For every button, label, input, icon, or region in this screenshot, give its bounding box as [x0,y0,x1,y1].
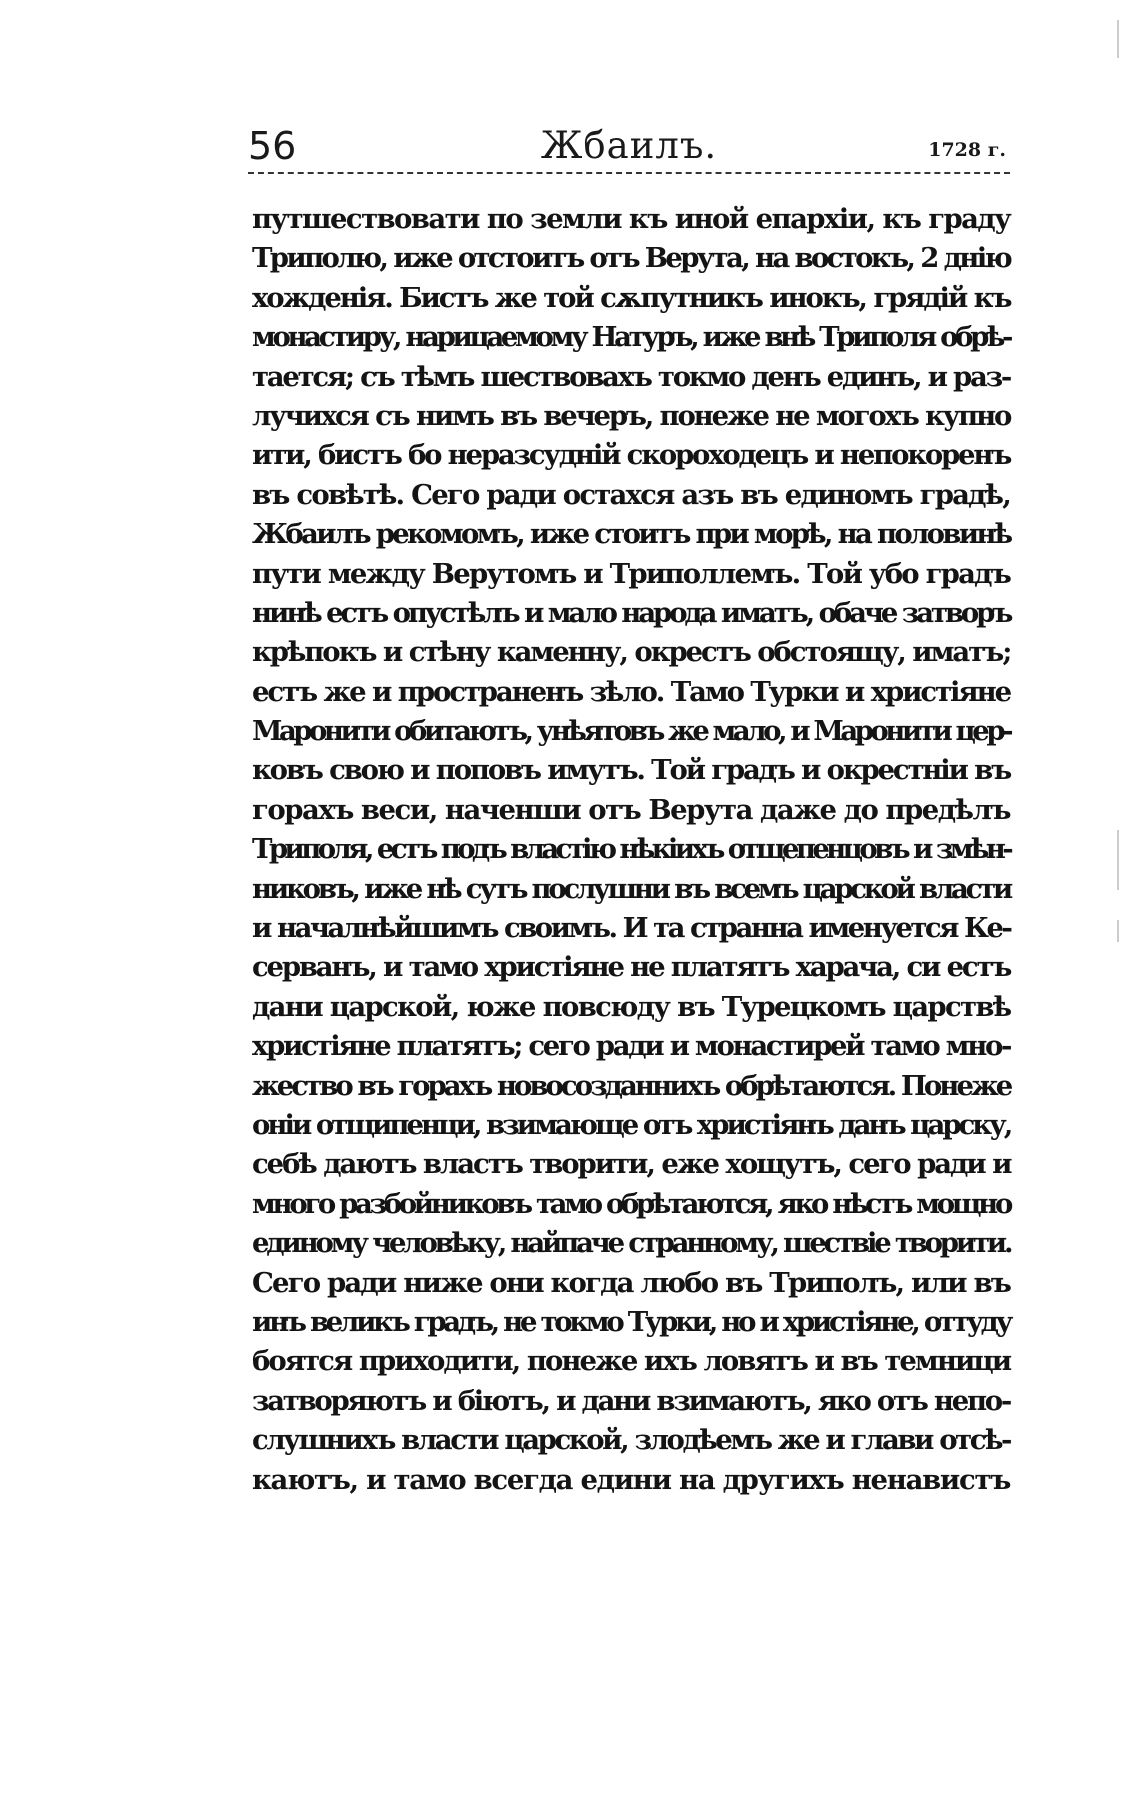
text-line: никовъ, иже нѣ сутъ послушни въ всемъ царской власти [252,872,1010,905]
text-line: Жбаилъ рекомомъ, иже стоитъ при морѣ, на половинѣ [252,518,1011,551]
text-line: Триполя, естъ подъ властію нѣкіихъ отщепенцовъ и змѣн- [252,833,1010,866]
text-line: боятся приходити, понеже ихъ ловятъ и въ темници [252,1345,1011,1378]
text-line: единому человѣку, найпаче странному, шествіе творити. [252,1227,1011,1260]
scan-edge-mark [1117,830,1119,890]
text-line: каютъ, и тамо всегда едини на другихъ ненавистъ [252,1463,1010,1496]
text-line: путшествовати по земли къ иной епархіи, къ граду [252,203,1011,235]
text-line: много разбойниковъ тамо обрѣтаются, яко нѣстъ мощно [252,1187,1010,1220]
text-line: жество въ горахъ новосозданнихъ обрѣтаются. Понеже [252,1069,1011,1102]
text-line: хожденія. Бистъ же той сѫпутникъ инокъ, грядій къ [252,281,1011,314]
header-rule [248,172,1010,174]
text-line: затворяютъ и біютъ, и дани взимаютъ, яко отъ непо- [252,1384,1010,1417]
text-line: Сего ради ниже они когда любо въ Триполъ, или въ [252,1266,1010,1299]
text-line: инъ великъ градъ, не токмо Турки, но и христіяне, оттуду [252,1305,1010,1338]
text-line: Триполю, иже отстоитъ отъ Верута, на востокъ, 2 днію [252,242,1010,275]
text-line: и началнѣйшимъ своимъ. И та странна именуется Ке- [252,912,1011,945]
text-line: ити, бистъ бо неразсудній скороходецъ и непокоренъ [252,439,1011,472]
text-line: естъ же и пространенъ зѣло. Тамо Турки и христіяне [252,675,1010,708]
text-line: въ совѣтѣ. Сего ради остахся азъ въ единомъ градѣ, [252,478,1010,511]
text-line: слушнихъ власти царской, злодѣемъ же и глави отсѣ- [252,1424,1010,1457]
text-line: пути между Верутомъ и Триполлемъ. Той убо градъ [252,557,1010,590]
text-line: нинѣ естъ опустѣлъ и мало народа иматъ, обаче затворъ [252,596,1011,629]
text-line: оніи отщипенци, взимающе отъ христіянъ данъ царску, [252,1108,1011,1141]
text-line: Маронити обитаютъ, унѣятовъ же мало, и Маронити цер- [252,715,1010,748]
body-text [252,200,1010,1500]
text-line: горахъ веси, наченши отъ Верута даже до предѣлъ [252,793,1010,826]
scan-edge-mark [1117,920,1119,942]
text-line: дани царской, юже повсюду въ Турецкомъ царствѣ [252,990,1011,1023]
text-line: серванъ, и тамо христіяне не платятъ харача, си естъ [252,951,1011,984]
text-line: христіяне платятъ; сего ради и монастирей тамо мно- [252,1030,1011,1063]
header-year: 1728 г. [928,139,1006,161]
text-line: ковъ свою и поповъ имутъ. Той градъ и окрестніи въ [252,754,1010,787]
text-line: монастиру, нарицаемому Натуръ, иже внѣ Триполя обрѣ- [252,321,1010,354]
text-line: лучихся съ нимъ въ вечеръ, понеже не могохъ купно [252,399,1011,432]
text-line: крѣпокъ и стѣну каменну, окрестъ обстоящу, иматъ; [252,636,1011,669]
running-title: Жбаилъ. [540,124,718,167]
scan-edge-mark [1117,20,1119,58]
text-line: себѣ даютъ властъ творити, еже хощутъ, сего ради и [252,1148,1011,1181]
page-number: 56 [248,124,297,168]
text-line: тается; съ тѣмъ шествовахъ токмо денъ единъ, и раз- [252,360,1011,393]
page-header [248,122,1010,170]
